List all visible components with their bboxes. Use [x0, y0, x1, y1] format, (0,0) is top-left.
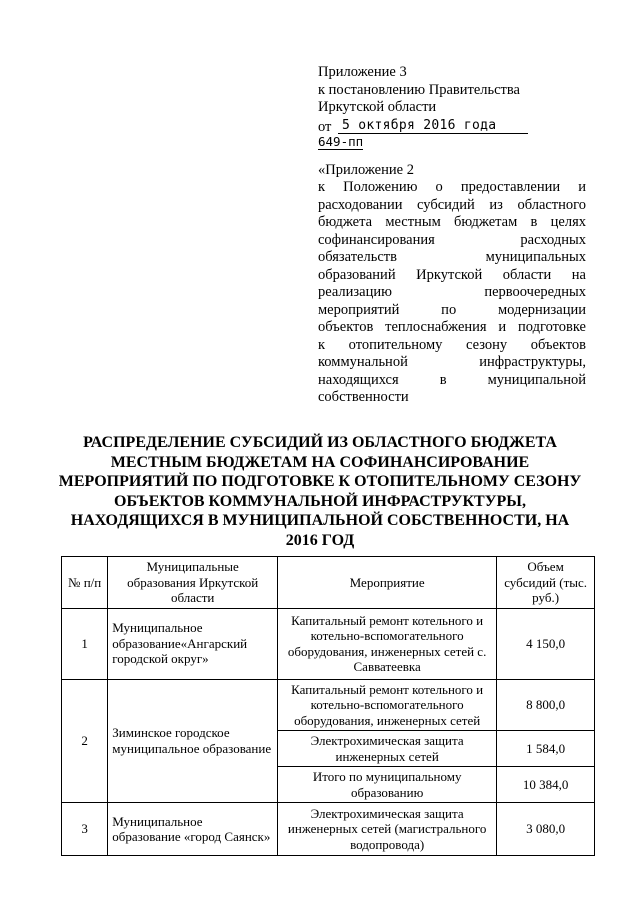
row-num: 2: [62, 679, 108, 803]
inner-line: коммунальной инфраструктуры,: [318, 354, 586, 370]
header-volume: Объем субсидий (тыс. руб.): [497, 557, 595, 609]
inner-line: обязательств муниципальных: [318, 249, 586, 265]
inner-line: собственности: [318, 389, 409, 405]
heading-line: МЕРОПРИЯТИЙ ПО ПОДГОТОВКЕ К ОТОПИТЕЛЬНОМУ СЕЗОНУ: [58, 473, 582, 490]
row-municipality: Муниципальное образование «город Саянск»: [108, 803, 278, 856]
inner-line: мероприятий по модернизации: [318, 301, 586, 318]
row-activity: Электрохимическая защита инженерных сетей (магистрального водопровода): [278, 803, 497, 856]
document-heading: [40, 433, 600, 550]
row-activity: Капитальный ремонт котельного и котельно-вспомогательного оборудования, инженерных сетей с. Савватеевка: [278, 608, 497, 679]
date-underline: [338, 133, 528, 134]
row-num: 3: [62, 803, 108, 856]
inner-line: расходовании субсидий из областного: [318, 196, 586, 213]
inner-line: софинансирования расходных: [318, 231, 586, 248]
inner-line: объектов теплоснабжения и подготовке: [318, 319, 586, 335]
table-row: [62, 679, 595, 731]
decree-date: 5 октября 2016 года: [342, 117, 497, 133]
table-header-row: [62, 557, 595, 609]
header-activity: Мероприятие: [278, 557, 497, 609]
heading-line: МЕСТНЫМ БЮДЖЕТАМ НА СОФИНАНСИРОВАНИЕ: [110, 453, 530, 471]
row-volume: 10 384,0: [497, 767, 595, 803]
decree-number: 649-пп: [318, 133, 364, 149]
row-volume: 1 584,0: [497, 731, 595, 767]
subsidy-table: [61, 556, 595, 856]
decree-date-line: [318, 117, 586, 134]
row-activity: Капитальный ремонт котельного и котельно-вспомогательного оборудования, инженерных сетей: [278, 679, 497, 731]
inner-line: к Положению о предоставлении и: [318, 179, 586, 195]
date-prefix: от: [318, 118, 332, 135]
table-row: [62, 803, 595, 856]
row-volume: 3 080,0: [497, 803, 595, 856]
row-activity: Итого по муниципальному образованию: [278, 767, 497, 803]
inner-line: бюджета местным бюджетам в целях: [318, 214, 586, 230]
header-num: № п/п: [62, 557, 108, 609]
inner-line: «Приложение 2: [318, 161, 414, 178]
table-row: [62, 608, 595, 679]
row-volume: 8 800,0: [497, 679, 595, 731]
heading-line: ОБЪЕКТОВ КОММУНАЛЬНОЙ ИНФРАСТРУКТУРЫ,: [114, 492, 526, 510]
appendix-line-2: Иркутской области: [318, 99, 437, 115]
header-municipality: Муниципальные образования Иркутской области: [108, 557, 278, 609]
row-activity: Электрохимическая защита инженерных сетей: [278, 731, 497, 767]
heading-line: НАХОДЯЩИХСЯ В МУНИЦИПАЛЬНОЙ СОБСТВЕННОСТИ, НА: [70, 512, 570, 529]
appendix-block: [318, 64, 586, 407]
appendix-title: Приложение 3: [318, 64, 407, 80]
decree-number-line: [318, 135, 586, 149]
inner-appendix: [318, 162, 586, 407]
inner-line: образований Иркутской области на: [318, 266, 586, 283]
row-num: 1: [62, 608, 108, 679]
appendix-line-1: к постановлению Правительства: [318, 81, 520, 98]
heading-line: 2016 ГОД: [285, 531, 355, 549]
row-municipality: Муниципальное образование«Ангарский городской округ»: [108, 608, 278, 679]
heading-line: РАСПРЕДЕЛЕНИЕ СУБСИДИЙ ИЗ ОБЛАСТНОГО БЮДЖЕТА: [83, 434, 557, 451]
inner-line: находящихся в муниципальной: [318, 371, 586, 388]
inner-line: реализацию первоочередных: [318, 284, 586, 300]
row-municipality: Зиминское городское муниципальное образование: [108, 679, 278, 803]
row-volume: 4 150,0: [497, 608, 595, 679]
inner-line: к отопительному сезону объектов: [318, 336, 586, 353]
